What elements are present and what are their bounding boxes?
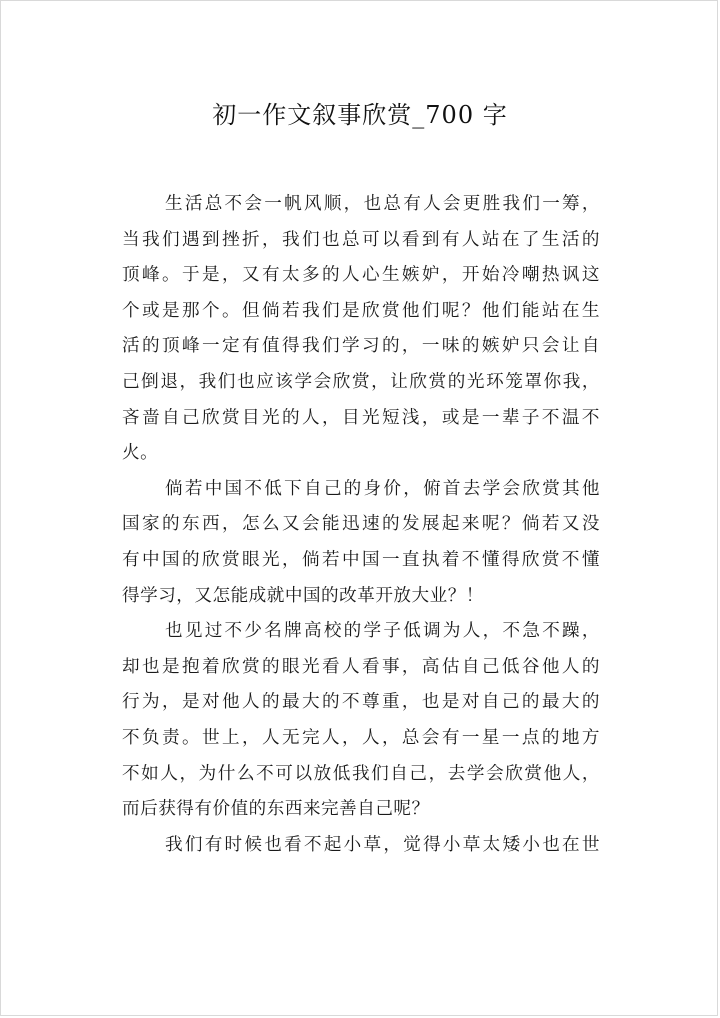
text-line: 不负责。世上，人无完人，人，总会有一星一点的地方 <box>122 727 600 748</box>
text-line: 行为，是对他人的最大的不尊重，也是对自己的最大的 <box>122 692 600 713</box>
document-body <box>122 187 600 863</box>
text-line: 我们有时候也看不起小草，觉得小草太矮小也在世 <box>165 834 600 855</box>
text-line: 也见过不少名牌高校的学子低调为人，不急不躁， <box>165 621 600 642</box>
text-line: 火。 <box>122 443 159 464</box>
text-line: 却也是抱着欣赏的眼光看人看事，高估自己低谷他人的 <box>122 656 600 677</box>
text-line: 当我们遇到挫折，我们也总可以看到有人站在了生活的 <box>122 229 600 250</box>
text-line: 倘若中国不低下自己的身价，俯首去学会欣赏其他 <box>165 478 600 499</box>
text-line: 顶峰。于是，又有太多的人心生嫉妒，开始冷嘲热讽这 <box>122 265 600 286</box>
text-line: 己倒退，我们也应该学会欣赏，让欣赏的光环笼罩你我， <box>122 371 600 392</box>
text-line: 活的顶峰一定有值得我们学习的，一味的嫉妒只会让自 <box>122 336 600 357</box>
paragraph-2 <box>122 472 600 614</box>
text-line: 而后获得有价值的东西来完善自己呢？ <box>122 799 430 820</box>
text-line: 国家的东西，怎么又会能迅速的发展起来呢？倘若又没 <box>122 514 600 535</box>
text-line: 有中国的欣赏眼光，倘若中国一直执着不懂得欣赏不懂 <box>122 549 600 570</box>
text-line: 个或是那个。但倘若我们是欣赏他们呢？他们能站在生 <box>122 300 600 321</box>
text-line: 生活总不会一帆风顺，也总有人会更胜我们一筹， <box>165 194 600 214</box>
paragraph-4 <box>122 828 600 864</box>
text-line: 不如人，为什么不可以放低我们自己，去学会欣赏他人， <box>122 763 600 784</box>
paragraph-1 <box>122 187 600 472</box>
text-line: 吝啬自己欣赏目光的人，目光短浅，或是一辈子不温不 <box>122 407 600 428</box>
paragraph-3 <box>122 614 600 828</box>
text-line: 得学习，又怎能成就中国的改革开放大业？！ <box>122 585 484 606</box>
document-title: 初一作文叙事欣赏_700 字 <box>212 101 508 129</box>
